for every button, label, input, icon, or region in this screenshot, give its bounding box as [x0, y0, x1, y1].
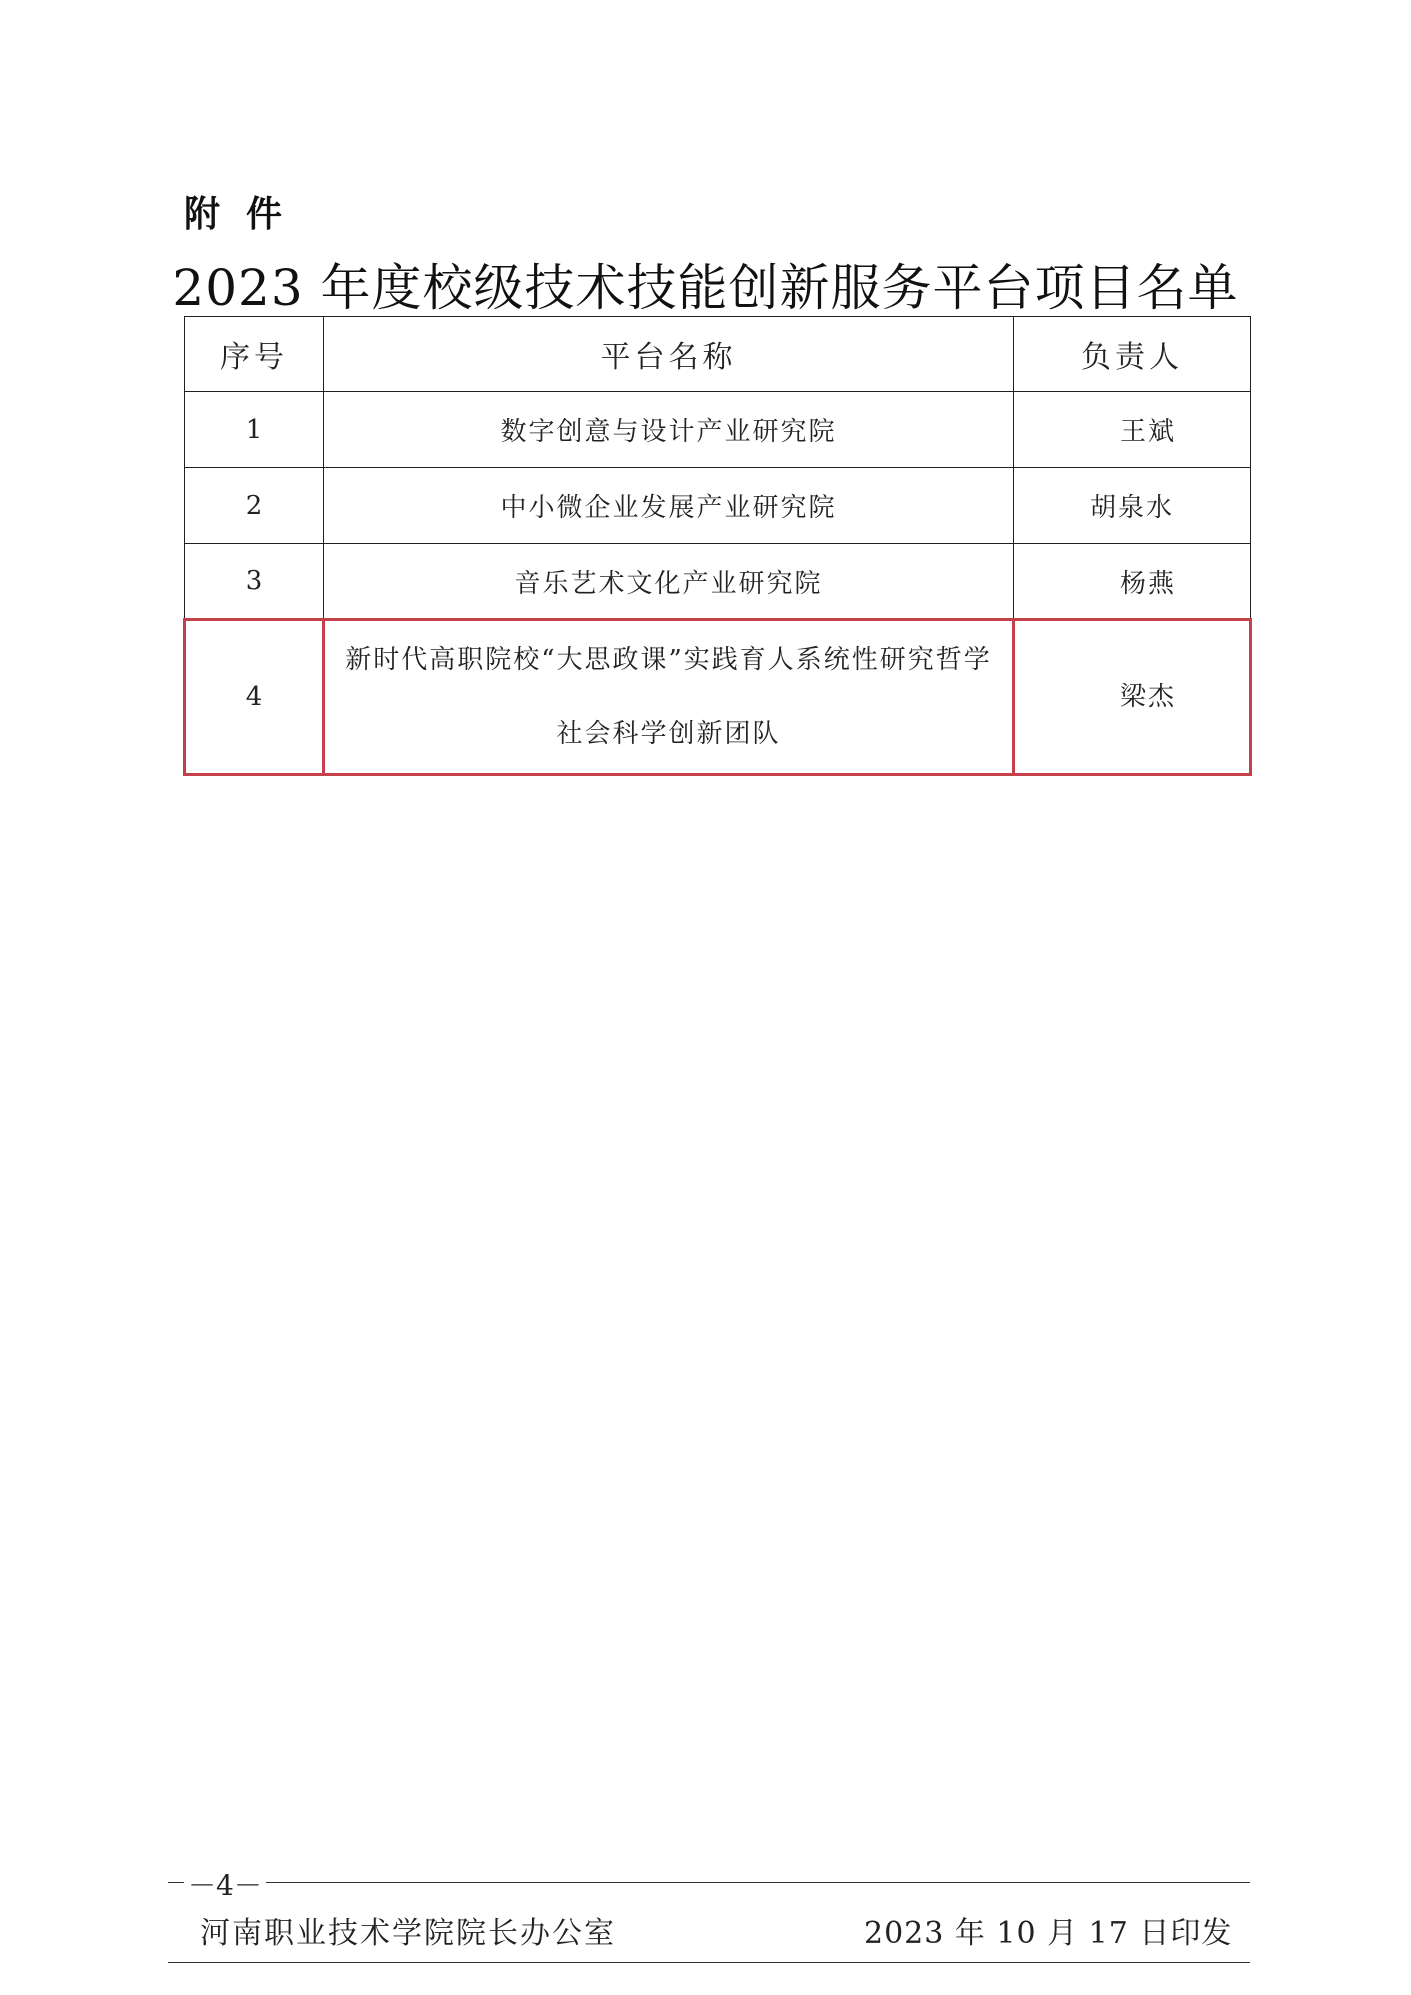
row-lead: 杨燕: [1014, 544, 1251, 620]
footer-divider-top: [168, 1882, 1250, 1883]
row-platform-name: 中小微企业发展产业研究院: [324, 468, 1014, 544]
row-index: 4: [185, 620, 324, 775]
table-row: [185, 544, 1251, 620]
row-index: 3: [185, 544, 324, 620]
row-lead: 胡泉水: [1014, 468, 1251, 544]
document-title: 2023 年度校级技术技能创新服务平台项目名单: [172, 259, 1239, 317]
row-lead: 王斌: [1014, 392, 1251, 468]
table-row: [185, 392, 1251, 468]
row-lead: 梁杰: [1014, 620, 1251, 775]
row-platform-name: 音乐艺术文化产业研究院: [324, 544, 1014, 620]
header-index: 序号: [185, 317, 324, 392]
row-platform-name: 数字创意与设计产业研究院: [324, 392, 1014, 468]
footer-divider-bottom: [168, 1962, 1250, 1963]
header-lead: 负责人: [1014, 317, 1251, 392]
row-index: 1: [185, 392, 324, 468]
table-header-row: [185, 317, 1251, 392]
issuer-name: 河南职业技术学院院长办公室: [200, 1916, 616, 1951]
table-row-highlighted: [185, 620, 1251, 775]
table-row: [185, 468, 1251, 544]
row-index: 2: [185, 468, 324, 544]
issue-date: 2023 年 10 月 17 日印发: [864, 1916, 1233, 1951]
page-number: －4－: [184, 1864, 266, 1904]
attachment-label: 附件: [184, 194, 309, 235]
header-platform-name: 平台名称: [324, 317, 1014, 392]
row-platform-name: 新时代高职院校“大思政课”实践育人系统性研究哲学社会科学创新团队: [324, 620, 1014, 775]
platform-list-table: [183, 316, 1252, 776]
